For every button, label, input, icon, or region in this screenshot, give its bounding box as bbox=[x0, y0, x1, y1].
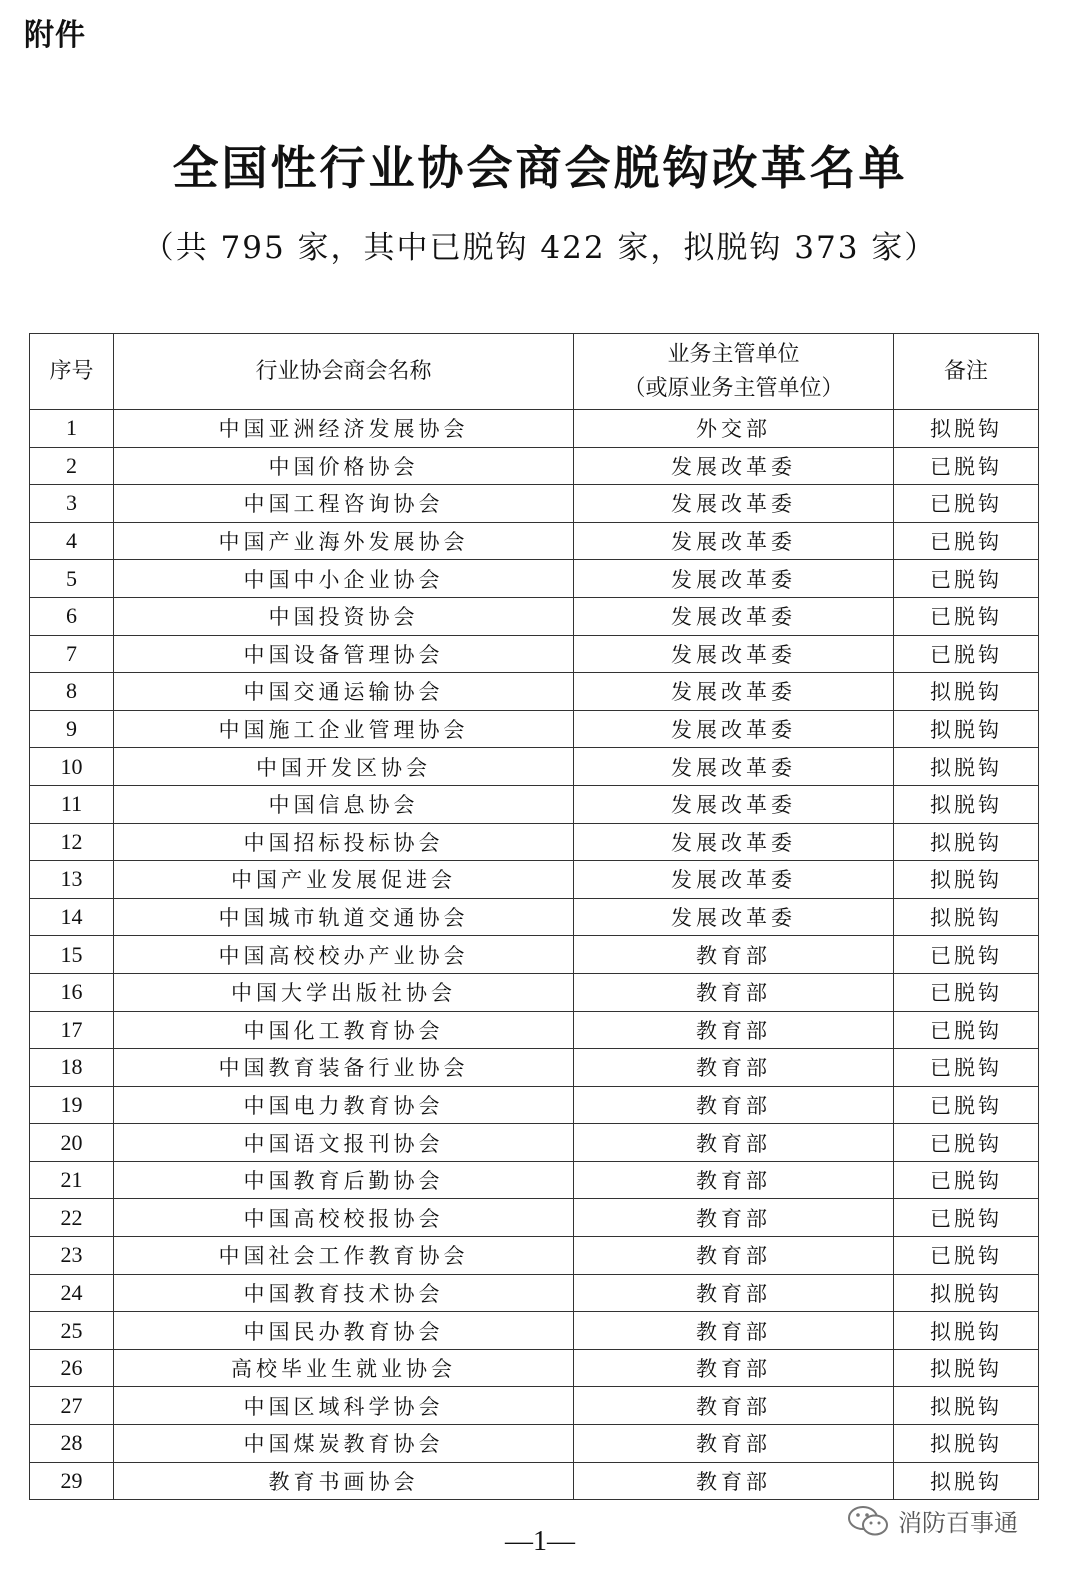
table-row bbox=[30, 485, 1039, 523]
row-number-cell: 8 bbox=[30, 673, 114, 711]
department-cell: 教育部 bbox=[574, 936, 894, 974]
column-header-department-line2: （或原业务主管单位） bbox=[623, 375, 844, 401]
row-number-cell: 23 bbox=[30, 1237, 114, 1275]
association-name-cell: 中国产业海外发展协会 bbox=[114, 522, 574, 560]
table-body bbox=[30, 410, 1039, 1500]
page-number: —1— bbox=[505, 1526, 575, 1557]
department-cell: 教育部 bbox=[574, 1462, 894, 1500]
note-cell: 已脱钩 bbox=[894, 1049, 1039, 1087]
association-name-cell: 中国价格协会 bbox=[114, 447, 574, 485]
association-name-cell: 中国教育后勤协会 bbox=[114, 1161, 574, 1199]
association-table bbox=[29, 333, 1039, 1500]
note-cell: 拟脱钩 bbox=[894, 1312, 1039, 1350]
row-number-cell: 1 bbox=[30, 410, 114, 448]
table-row bbox=[30, 673, 1039, 711]
column-header-number: 序号 bbox=[30, 334, 114, 410]
note-cell: 拟脱钩 bbox=[894, 898, 1039, 936]
note-cell: 已脱钩 bbox=[894, 635, 1039, 673]
note-cell: 已脱钩 bbox=[894, 597, 1039, 635]
association-name-cell: 高校毕业生就业协会 bbox=[114, 1349, 574, 1387]
association-name-cell: 中国语文报刊协会 bbox=[114, 1124, 574, 1162]
association-name-cell: 中国设备管理协会 bbox=[114, 635, 574, 673]
association-name-cell: 中国电力教育协会 bbox=[114, 1086, 574, 1124]
row-number-cell: 18 bbox=[30, 1049, 114, 1087]
department-cell: 教育部 bbox=[574, 1124, 894, 1162]
note-cell: 已脱钩 bbox=[894, 1011, 1039, 1049]
table-row bbox=[30, 748, 1039, 786]
table-row bbox=[30, 447, 1039, 485]
note-cell: 拟脱钩 bbox=[894, 823, 1039, 861]
department-cell: 教育部 bbox=[574, 1237, 894, 1275]
department-cell: 教育部 bbox=[574, 1049, 894, 1087]
table-row bbox=[30, 1274, 1039, 1312]
table-row bbox=[30, 1387, 1039, 1425]
attachment-label: 附件 bbox=[24, 18, 86, 53]
department-cell: 教育部 bbox=[574, 1199, 894, 1237]
table-row bbox=[30, 898, 1039, 936]
association-name-cell: 中国教育装备行业协会 bbox=[114, 1049, 574, 1087]
association-name-cell: 中国投资协会 bbox=[114, 597, 574, 635]
row-number-cell: 21 bbox=[30, 1161, 114, 1199]
row-number-cell: 22 bbox=[30, 1199, 114, 1237]
row-number-cell: 10 bbox=[30, 748, 114, 786]
note-cell: 已脱钩 bbox=[894, 1161, 1039, 1199]
association-name-cell: 中国产业发展促进会 bbox=[114, 861, 574, 899]
table-row bbox=[30, 1349, 1039, 1387]
department-cell: 外交部 bbox=[574, 410, 894, 448]
association-name-cell: 中国化工教育协会 bbox=[114, 1011, 574, 1049]
association-name-cell: 中国招标投标协会 bbox=[114, 823, 574, 861]
row-number-cell: 12 bbox=[30, 823, 114, 861]
association-name-cell: 中国煤炭教育协会 bbox=[114, 1425, 574, 1463]
row-number-cell: 24 bbox=[30, 1274, 114, 1312]
table-row bbox=[30, 1237, 1039, 1275]
row-number-cell: 13 bbox=[30, 861, 114, 899]
table-row bbox=[30, 560, 1039, 598]
row-number-cell: 15 bbox=[30, 936, 114, 974]
note-cell: 已脱钩 bbox=[894, 447, 1039, 485]
table-header-row bbox=[30, 334, 1039, 410]
row-number-cell: 25 bbox=[30, 1312, 114, 1350]
note-cell: 拟脱钩 bbox=[894, 861, 1039, 899]
association-name-cell: 中国城市轨道交通协会 bbox=[114, 898, 574, 936]
note-cell: 已脱钩 bbox=[894, 1086, 1039, 1124]
note-cell: 拟脱钩 bbox=[894, 1349, 1039, 1387]
table-row bbox=[30, 635, 1039, 673]
table-row bbox=[30, 710, 1039, 748]
row-number-cell: 17 bbox=[30, 1011, 114, 1049]
table-row bbox=[30, 1425, 1039, 1463]
department-cell: 发展改革委 bbox=[574, 748, 894, 786]
column-header-note: 备注 bbox=[894, 334, 1039, 410]
note-cell: 拟脱钩 bbox=[894, 748, 1039, 786]
table-row bbox=[30, 522, 1039, 560]
row-number-cell: 9 bbox=[30, 710, 114, 748]
department-cell: 教育部 bbox=[574, 1312, 894, 1350]
department-cell: 发展改革委 bbox=[574, 447, 894, 485]
table-row bbox=[30, 1462, 1039, 1500]
note-cell: 已脱钩 bbox=[894, 1199, 1039, 1237]
association-name-cell: 中国民办教育协会 bbox=[114, 1312, 574, 1350]
table-row bbox=[30, 823, 1039, 861]
association-name-cell: 中国大学出版社协会 bbox=[114, 973, 574, 1011]
association-name-cell: 中国高校校报协会 bbox=[114, 1199, 574, 1237]
department-cell: 发展改革委 bbox=[574, 635, 894, 673]
department-cell: 发展改革委 bbox=[574, 710, 894, 748]
association-name-cell: 中国社会工作教育协会 bbox=[114, 1237, 574, 1275]
note-cell: 拟脱钩 bbox=[894, 410, 1039, 448]
row-number-cell: 28 bbox=[30, 1425, 114, 1463]
department-cell: 发展改革委 bbox=[574, 673, 894, 711]
department-cell: 教育部 bbox=[574, 973, 894, 1011]
note-cell: 拟脱钩 bbox=[894, 673, 1039, 711]
department-cell: 发展改革委 bbox=[574, 522, 894, 560]
department-cell: 教育部 bbox=[574, 1274, 894, 1312]
department-cell: 发展改革委 bbox=[574, 861, 894, 899]
row-number-cell: 4 bbox=[30, 522, 114, 560]
association-name-cell: 中国工程咨询协会 bbox=[114, 485, 574, 523]
department-cell: 发展改革委 bbox=[574, 785, 894, 823]
association-name-cell: 教育书画协会 bbox=[114, 1462, 574, 1500]
department-cell: 教育部 bbox=[574, 1011, 894, 1049]
association-name-cell: 中国施工企业管理协会 bbox=[114, 710, 574, 748]
association-name-cell: 中国交通运输协会 bbox=[114, 673, 574, 711]
association-name-cell: 中国教育技术协会 bbox=[114, 1274, 574, 1312]
note-cell: 已脱钩 bbox=[894, 560, 1039, 598]
department-cell: 发展改革委 bbox=[574, 597, 894, 635]
row-number-cell: 7 bbox=[30, 635, 114, 673]
row-number-cell: 19 bbox=[30, 1086, 114, 1124]
note-cell: 拟脱钩 bbox=[894, 1462, 1039, 1500]
row-number-cell: 6 bbox=[30, 597, 114, 635]
department-cell: 发展改革委 bbox=[574, 898, 894, 936]
note-cell: 拟脱钩 bbox=[894, 1274, 1039, 1312]
table-row bbox=[30, 1049, 1039, 1087]
row-number-cell: 14 bbox=[30, 898, 114, 936]
row-number-cell: 26 bbox=[30, 1349, 114, 1387]
row-number-cell: 5 bbox=[30, 560, 114, 598]
note-cell: 已脱钩 bbox=[894, 522, 1039, 560]
table-row bbox=[30, 785, 1039, 823]
association-name-cell: 中国信息协会 bbox=[114, 785, 574, 823]
table-row bbox=[30, 1086, 1039, 1124]
association-name-cell: 中国区域科学协会 bbox=[114, 1387, 574, 1425]
note-cell: 已脱钩 bbox=[894, 1124, 1039, 1162]
document-subtitle: （共 795 家，其中已脱钩 422 家，拟脱钩 373 家） bbox=[142, 230, 938, 266]
table-row bbox=[30, 1124, 1039, 1162]
table-row bbox=[30, 1312, 1039, 1350]
note-cell: 已脱钩 bbox=[894, 973, 1039, 1011]
column-header-name: 行业协会商会名称 bbox=[114, 334, 574, 410]
note-cell: 已脱钩 bbox=[894, 1237, 1039, 1275]
association-name-cell: 中国开发区协会 bbox=[114, 748, 574, 786]
association-name-cell: 中国亚洲经济发展协会 bbox=[114, 410, 574, 448]
department-cell: 教育部 bbox=[574, 1425, 894, 1463]
department-cell: 教育部 bbox=[574, 1387, 894, 1425]
note-cell: 已脱钩 bbox=[894, 485, 1039, 523]
note-cell: 已脱钩 bbox=[894, 936, 1039, 974]
table-row bbox=[30, 597, 1039, 635]
table-row bbox=[30, 973, 1039, 1011]
department-cell: 发展改革委 bbox=[574, 823, 894, 861]
department-cell: 发展改革委 bbox=[574, 560, 894, 598]
association-name-cell: 中国中小企业协会 bbox=[114, 560, 574, 598]
note-cell: 拟脱钩 bbox=[894, 785, 1039, 823]
department-cell: 教育部 bbox=[574, 1086, 894, 1124]
row-number-cell: 2 bbox=[30, 447, 114, 485]
table-row bbox=[30, 1199, 1039, 1237]
table-row bbox=[30, 1161, 1039, 1199]
table-row bbox=[30, 861, 1039, 899]
row-number-cell: 11 bbox=[30, 785, 114, 823]
row-number-cell: 16 bbox=[30, 973, 114, 1011]
note-cell: 拟脱钩 bbox=[894, 710, 1039, 748]
department-cell: 教育部 bbox=[574, 1349, 894, 1387]
note-cell: 拟脱钩 bbox=[894, 1425, 1039, 1463]
association-name-cell: 中国高校校办产业协会 bbox=[114, 936, 574, 974]
table-row bbox=[30, 410, 1039, 448]
row-number-cell: 29 bbox=[30, 1462, 114, 1500]
note-cell: 拟脱钩 bbox=[894, 1387, 1039, 1425]
row-number-cell: 27 bbox=[30, 1387, 114, 1425]
department-cell: 发展改革委 bbox=[574, 485, 894, 523]
department-cell: 教育部 bbox=[574, 1161, 894, 1199]
column-header-department bbox=[574, 334, 894, 410]
document-title: 全国性行业协会商会脱钩改革名单 bbox=[172, 141, 908, 195]
table-row bbox=[30, 1011, 1039, 1049]
row-number-cell: 3 bbox=[30, 485, 114, 523]
column-header-department-line1: 业务主管单位 bbox=[667, 341, 800, 367]
row-number-cell: 20 bbox=[30, 1124, 114, 1162]
table-row bbox=[30, 936, 1039, 974]
watermark-text: 消防百事通 bbox=[898, 1509, 1018, 1537]
